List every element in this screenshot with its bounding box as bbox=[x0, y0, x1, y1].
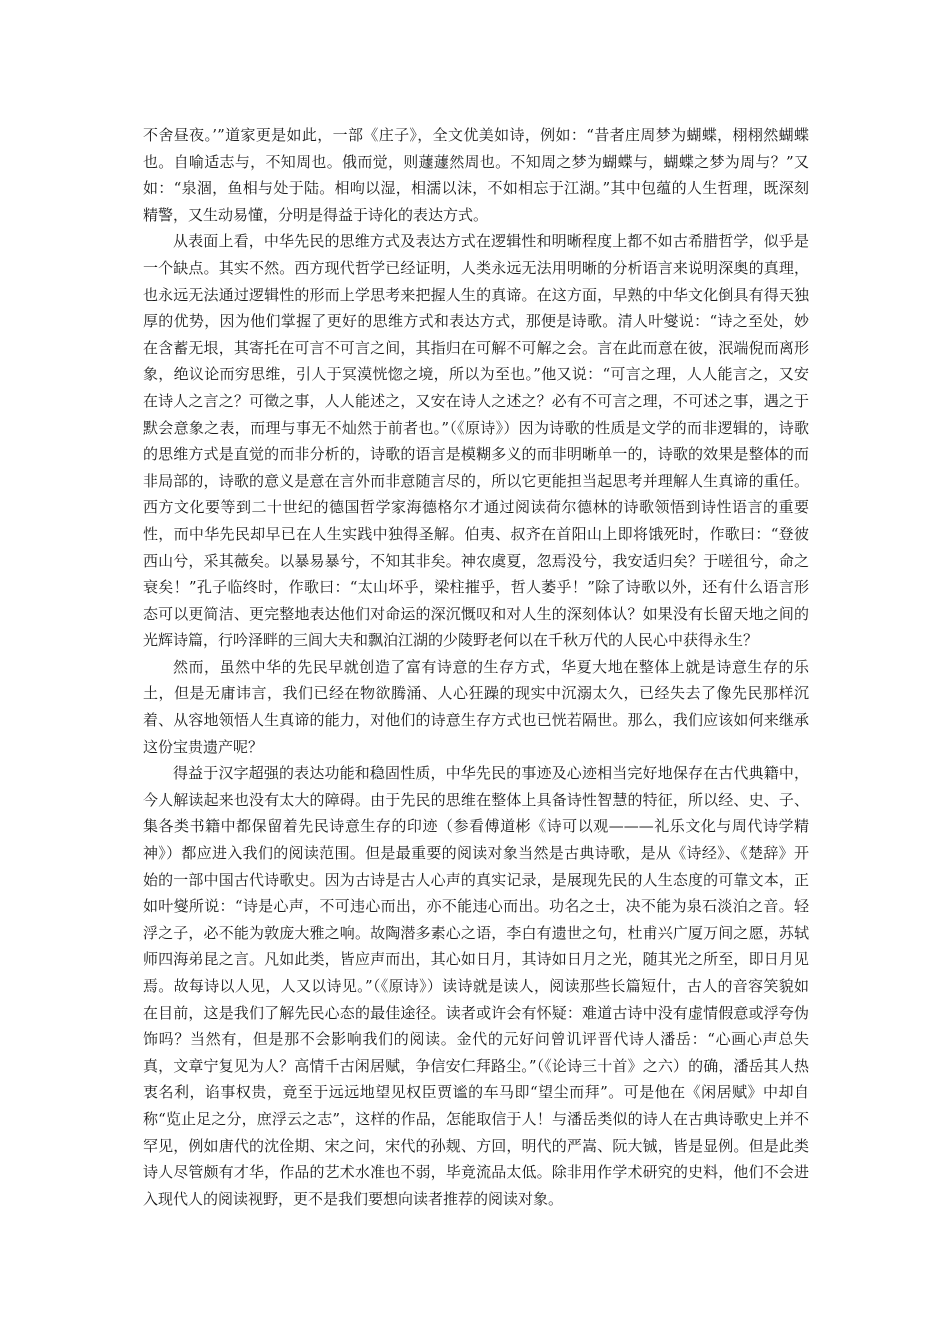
document-body bbox=[143, 122, 809, 1212]
paragraph-4: 得益于汉字超强的表达功能和稳固性质，中华先民的事迹及心迹相当完好地保存在古代典籍中，今人解读起来也没有太大的障碍。由于先民的思维在整体上具备诗性智慧的特征，所以经、史、子、集各类书籍中都保留着先民诗意生存的印迹（参看傅道彬《诗可以观———礼乐文化与周代诗学精神》）都应进入我们的阅读范围。但是最重要的阅读对象当然是古典诗歌，是从《诗经》、《楚辞》开始的一部中国古代诗歌史。因为古诗是古人心声的真实记录，是展现先民的人生态度的可靠文本，正如叶燮所说：“诗是心声，不可违心而出，亦不能违心而出。功名之士，决不能为泉石淡泊之音。轻浮之子，必不能为敦庞大雅之响。故陶潜多素心之语，李白有遗世之句，杜甫兴广厦万间之愿，苏轼师四海弟昆之言。凡如此类，皆应声而出，其心如日月，其诗如日月之光，随其光之所至，即日月见焉。故每诗以人见，人又以诗见。”（《原诗》）读诗就是读人，阅读那些长篇短什，古人的音容笑貌如在目前，这是我们了解先民心态的最佳途径。读者或许会有怀疑：难道古诗中没有虚情假意或浮夸伪饰吗？当然有，但是那不会影响我们的阅读。金代的元好问曾讥评晋代诗人潘岳：“心画心声总失真，文章宁复见为人？高情千古闲居赋，争信安仁拜路尘。”（《论诗三十首》之六）的确，潘岳其人热衷名利，谄事权贵，竟至于远远地望见权臣贾谧的车马即“望尘而拜”。可是他在《闲居赋》中却自称“览止足之分，庶浮云之志”，这样的作品，怎能取信于人！与潘岳类似的诗人在古典诗歌史上并不罕见，例如唐代的沈佺期、宋之问，宋代的孙觌、方回，明代的严嵩、阮大铖，皆是显例。但是此类诗人尽管颇有才华，作品的艺术水准也不弱，毕竟流品太低。除非用作学术研究的史料，他们不会进入现代人的阅读视野，更不是我们要想向读者推荐的阅读对象。 bbox=[143, 764, 809, 1208]
paragraph-1: 不舍昼夜。’”道家更是如此，一部《庄子》，全文优美如诗，例如：“昔者庄周梦为蝴蝶，栩栩然蝴蝶也。自喻适志与，不知周也。俄而觉，则蘧蘧然周也。不知周之梦为蝴蝶与，蝴蝶之梦为周与？”又如：“泉涸，鱼相与处于陆。相呴以湿，相濡以沫，不如相忘于江湖。”其中包蕴的人生哲理，既深刻精警，又生动易懂，分明是得益于诗化的表达方式。 bbox=[143, 126, 809, 224]
paragraph-3: 然而，虽然中华的先民早就创造了富有诗意的生存方式，华夏大地在整体上就是诗意生存的乐土，但是无庸讳言，我们已经在物欲腾涌、人心狂躁的现实中沉溺太久，已经失去了像先民那样沉着、从容地领悟人生真谛的能力，对他们的诗意生存方式也已恍若隔世。那么，我们应该如何来继承这份宝贵遗产呢？ bbox=[143, 657, 809, 756]
paragraph-2: 从表面上看，中华先民的思维方式及表达方式在逻辑性和明晰程度上都不如古希腊哲学，似乎是一个缺点。其实不然。西方现代哲学已经证明，人类永远无法用明晰的分析语言来说明深奥的真理，也永远无法通过逻辑性的形而上学思考来把握人生的真谛。在这方面，早熟的中华文化倒具有得天独厚的优势，因为他们掌握了更好的思维方式和表达方式，那便是诗歌。清人叶燮说：“诗之至处，妙在含蓄无垠，其寄托在可言不可言之间，其指归在可解不可解之会。言在此而意在彼，泯端倪而离形象，绝议论而穷思维，引人于冥漠恍惚之境，所以为至也。”他又说：“可言之理，人人能言之，又安在诗人之言之？可徵之事，人人能述之，又安在诗人之述之？必有不可言之理，不可述之事，遇之于默会意象之表，而理与事无不灿然于前者也。”（《原诗》）因为诗歌的性质是文学的而非逻辑的，诗歌的思维方式是直觉的而非分析的，诗歌的语言是模糊多义的而非明晰单一的，诗歌的效果是整体的而非局部的，诗歌的意义是意在言外而非意随言尽的，所以它更能担当起思考并理解人生真谛的重任。西方文化要等到二十世纪的德国哲学家海德格尔才通过阅读荷尔德林的诗歌领悟到诗性语言的重要性，而中华先民却早已在人生实践中独得圣解。伯夷、叔齐在首阳山上即将饿死时，作歌曰：“登彼西山兮，采其薇矣。以暴易暴兮，不知其非矣。神农虞夏，忽焉没兮，我安适归矣？于嗟徂兮，命之衰矣！”孔子临终时，作歌曰：“太山坏乎，梁柱摧乎，哲人萎乎！”除了诗歌以外，还有什么语言形态可以更简洁、更完整地表达他们对命运的深沉慨叹和对人生的深刻体认？如果没有长留天地之间的光辉诗篇，行吟泽畔的三闾大夫和飘泊江湖的少陵野老何以在千秋万代的人民心中获得永生？ bbox=[143, 232, 809, 650]
